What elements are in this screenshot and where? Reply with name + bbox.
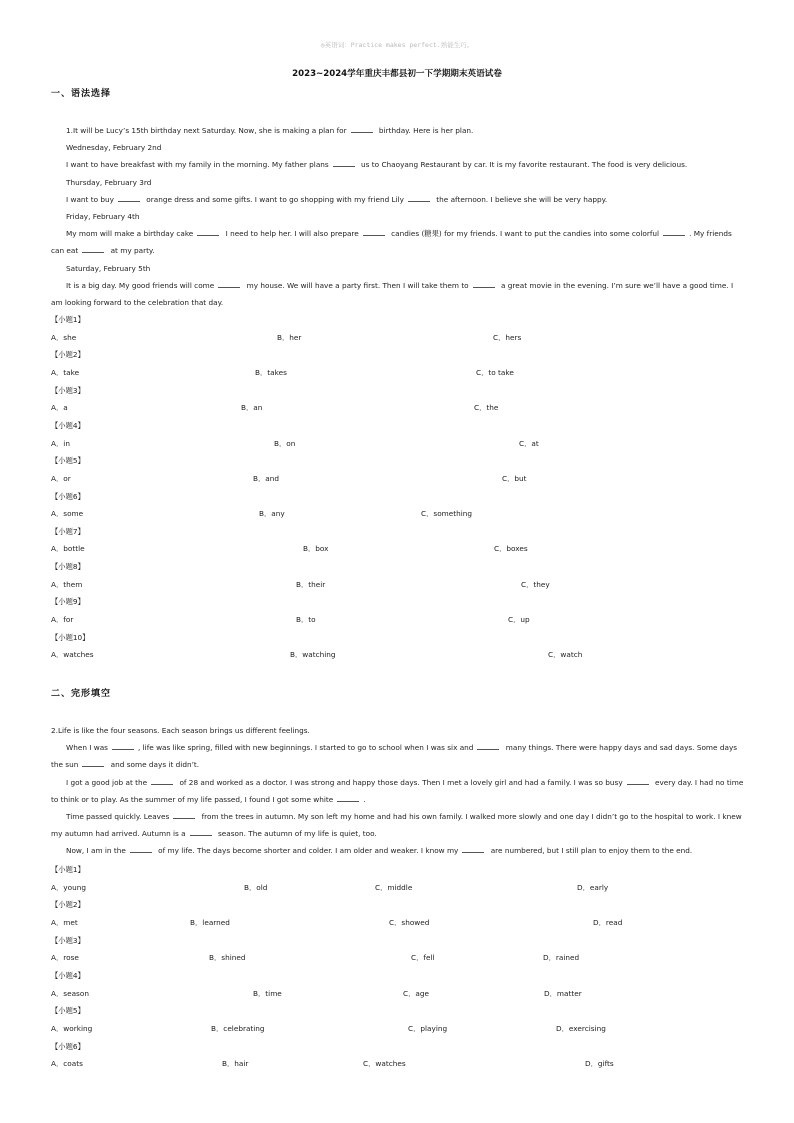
passage-text: of my life. The days become shorter and colder. I am older and weaker. I know my — [155, 846, 459, 856]
passage-paragraph — [51, 260, 745, 277]
passage-text: orange dress and some gifts. I want to go shopping with my friend Lily — [143, 194, 404, 204]
answer-blank — [333, 158, 355, 167]
passage-2 — [51, 722, 745, 860]
passage-paragraph — [51, 722, 745, 739]
page-title: 2023~2024学年重庆丰都县初一下学期期末英语试卷 — [292, 69, 502, 79]
passage-text: Thursday, February 3rd — [66, 177, 152, 187]
passage-paragraph — [51, 139, 745, 156]
answer-option[interactable]: A．working — [51, 1023, 93, 1033]
passage-paragraph — [51, 208, 745, 225]
passage-text: my house. We will have a party first. Then I will take them to — [244, 280, 469, 290]
passage-1 — [51, 122, 745, 311]
answer-option[interactable]: B．celebrating — [211, 1023, 265, 1033]
passage-text: and some days it didn’t. — [108, 760, 200, 770]
answer-blank — [218, 279, 240, 288]
answer-blank — [363, 227, 385, 236]
passage-text: Time passed quickly. Leaves — [66, 812, 170, 822]
section-heading-cloze: 二、完形填空 — [51, 689, 112, 699]
answer-option[interactable]: B．hair — [222, 1059, 249, 1069]
answer-option[interactable]: B．learned — [190, 917, 230, 927]
passage-text: of 28 and worked as a doctor. I was strong and happy those days. Then I met a lovely girl and had a family. I was so busy — [177, 777, 623, 787]
answer-option[interactable]: C．fell — [411, 953, 435, 963]
passage-text: I want to have breakfast with my family in the morning. My father plans — [66, 160, 329, 170]
answer-option[interactable]: C．showed — [389, 917, 430, 927]
answer-option[interactable]: B．her — [277, 332, 302, 342]
passage-text: many things. There were happy days and sad days. Some days the sun — [51, 743, 738, 770]
answer-option[interactable]: C．age — [403, 988, 429, 998]
passage-paragraph — [51, 808, 745, 842]
question-label: 【小题1】 — [51, 865, 85, 874]
question-label: 【小题9】 — [51, 597, 85, 607]
answer-option[interactable]: A．watches — [51, 650, 94, 660]
passage-paragraph — [51, 774, 745, 808]
answer-option[interactable]: B．on — [274, 438, 296, 448]
passage-text: are numbered, but I still plan to enjoy them to the end. — [488, 846, 693, 856]
answer-option[interactable]: A．young — [51, 882, 86, 892]
answer-blank — [351, 124, 373, 133]
answer-option[interactable]: A．met — [51, 917, 78, 927]
answer-option[interactable]: C．watches — [363, 1059, 406, 1069]
question-label: 【小题3】 — [51, 935, 85, 945]
passage-text: 1.It will be Lucy’s 15th birthday next Saturday. Now, she is making a plan for — [66, 126, 347, 135]
answer-option[interactable]: B．any — [259, 509, 285, 519]
passage-text: candies (糖果) for my friends. I want to put the candies into some colorful — [388, 229, 660, 239]
passage-text: Now, I am in the — [66, 846, 126, 856]
passage-text: . My friends can eat — [51, 229, 732, 256]
answer-option[interactable]: A．coats — [51, 1059, 83, 1069]
answer-option[interactable]: C．but — [502, 473, 527, 483]
answer-option[interactable]: B．old — [244, 882, 268, 892]
answer-option[interactable]: A．rose — [51, 953, 79, 963]
passage-paragraph — [51, 174, 745, 191]
answer-option[interactable]: C．they — [521, 579, 550, 589]
answer-option[interactable]: C．up — [508, 615, 530, 624]
passage-text: us to Chaoyang Restaurant by car. It is my favorite restaurant. The food is very delicious. — [358, 160, 688, 170]
passage-text: Saturday, February 5th — [66, 263, 151, 273]
question-label: 【小题7】 — [51, 526, 85, 536]
passage-paragraph — [51, 277, 745, 311]
passage-text: I got a good job at the — [66, 777, 148, 787]
passage-text: birthday. Here is her plan. — [376, 126, 474, 135]
passage-paragraph — [51, 156, 745, 173]
passage-text: I need to help her. I will also prepare — [223, 229, 359, 239]
answer-option[interactable]: B．shined — [209, 953, 246, 963]
answer-option[interactable]: A．in — [51, 438, 70, 448]
answer-option[interactable]: A．season — [51, 988, 89, 998]
answer-option[interactable]: C．at — [519, 438, 539, 448]
answer-option[interactable]: B．box — [303, 544, 329, 554]
passage-text: every day. I had no time to think or to play. As the summer of my life passed, I found I got some white — [51, 777, 744, 804]
answer-blank — [627, 776, 649, 785]
question-label: 【小题2】 — [51, 900, 85, 910]
question-label: 【小题10】 — [51, 632, 90, 642]
answer-option[interactable]: D．gifts — [585, 1059, 614, 1069]
question-label: 【小题6】 — [51, 1041, 85, 1051]
passage-text: Friday, February 4th — [66, 212, 140, 222]
passage-paragraph — [51, 842, 745, 859]
answer-blank — [477, 741, 499, 750]
question-label: 【小题6】 — [51, 491, 85, 501]
answer-option[interactable]: A．or — [51, 473, 71, 483]
answer-option[interactable]: D．read — [593, 917, 623, 927]
question-label: 【小题5】 — [51, 456, 85, 466]
answer-option[interactable]: C．boxes — [494, 544, 528, 554]
answer-option[interactable]: B．their — [296, 579, 326, 589]
question-label: 【小题3】 — [51, 385, 85, 395]
answer-option[interactable]: A．them — [51, 579, 83, 589]
passage-text: My mom will make a birthday cake — [66, 229, 194, 239]
answer-blank — [82, 244, 104, 253]
answer-option[interactable]: A．she — [51, 332, 77, 342]
answer-option[interactable]: A．for — [51, 615, 74, 624]
answer-option[interactable]: C．middle — [375, 882, 413, 892]
answer-option[interactable]: C．to take — [476, 367, 514, 377]
answer-blank — [197, 227, 219, 236]
answer-option[interactable]: B．and — [253, 473, 280, 483]
answer-blank — [462, 844, 484, 853]
question-label: 【小题8】 — [51, 562, 85, 572]
passage-paragraph — [51, 225, 745, 259]
passage-paragraph — [51, 739, 745, 773]
passage-text: I want to buy — [66, 194, 114, 204]
passage-text: season. The autumn of my life is quiet, too. — [215, 829, 377, 839]
question-label: 【小题4】 — [51, 420, 85, 430]
answer-blank — [151, 776, 173, 785]
passage-paragraph — [51, 122, 745, 139]
passage-text: Wednesday, February 2nd — [66, 143, 162, 153]
answer-blank — [337, 793, 359, 802]
question-label: 【小题1】 — [51, 315, 85, 324]
passage-text: from the trees in autumn. My son left my home and had his own family. I walked more slowly and one day I didn’t go to the hospital to work. I knew my autumn had arrived. Autumn is a — [51, 812, 742, 839]
answer-option[interactable]: B．an — [241, 403, 263, 413]
question-label: 【小题2】 — [51, 350, 85, 360]
answer-option[interactable]: D．exercising — [556, 1023, 606, 1033]
answer-option[interactable]: B．watching — [290, 650, 336, 660]
answer-blank — [663, 227, 685, 236]
answer-blank — [190, 827, 212, 836]
passage-text: a great movie in the evening. I’m sure we’ll have a good time. I am looking forward to the celebration that day. — [51, 280, 734, 308]
answer-option[interactable]: A．take — [51, 367, 80, 377]
answer-option[interactable]: D．matter — [544, 988, 582, 998]
answer-blank — [130, 844, 152, 853]
answer-option[interactable]: B．time — [253, 988, 282, 998]
answer-option[interactable]: B．to — [296, 615, 316, 624]
answer-blank — [408, 193, 430, 202]
passage-text: the afternoon. I believe she will be very happy. — [433, 194, 608, 204]
passage-text: . — [363, 794, 366, 804]
question-label: 【小题4】 — [51, 970, 85, 980]
answer-option[interactable]: A．bottle — [51, 544, 85, 554]
answer-option[interactable]: D．early — [577, 882, 609, 892]
answer-option[interactable]: C．watch — [548, 650, 583, 660]
passage-text: It is a big day. My good friends will come — [66, 280, 215, 290]
answer-blank — [82, 758, 104, 767]
section-heading-grammar: 一、语法选择 — [51, 89, 112, 99]
answer-blank — [112, 741, 134, 750]
passage-text: 2.Life is like the four seasons. Each season brings us different feelings. — [51, 726, 310, 735]
answer-blank — [473, 279, 495, 288]
answer-option[interactable]: A．some — [51, 509, 84, 519]
answer-option[interactable]: C．the — [474, 403, 499, 413]
question-label: 【小题5】 — [51, 1006, 85, 1016]
answer-option[interactable]: C．hers — [493, 332, 522, 342]
watermark: ◎英语词：Practice makes perfect.熟能生巧。 — [320, 41, 474, 49]
answer-blank — [118, 193, 140, 202]
answer-blank — [173, 810, 195, 819]
answer-option[interactable]: D．rained — [543, 953, 580, 963]
answer-option[interactable]: B．takes — [255, 367, 287, 377]
answer-option[interactable]: A．a — [51, 403, 68, 413]
passage-text: at my party. — [108, 246, 155, 256]
passage-paragraph — [51, 191, 745, 208]
passage-text: , life was like spring, filled with new beginnings. I started to go to school when I was six and — [138, 743, 474, 753]
answer-option[interactable]: C．playing — [408, 1023, 448, 1033]
answer-option[interactable]: C．something — [421, 509, 473, 519]
passage-text: When I was — [66, 743, 108, 753]
